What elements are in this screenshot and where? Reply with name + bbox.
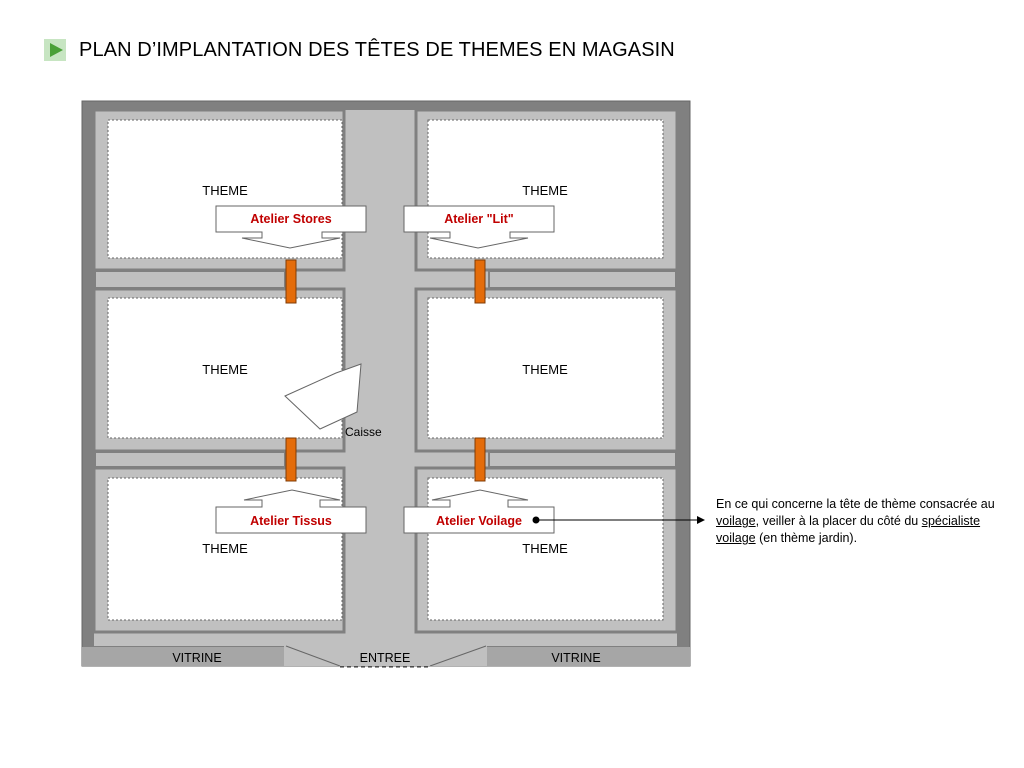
- atelier-voilage-label: Atelier Voilage: [436, 514, 522, 528]
- theme-label: THEME: [522, 183, 568, 198]
- door-marker: [475, 438, 485, 481]
- note-specialiste-term: spécialiste voilage: [716, 514, 981, 545]
- note-text: , veiller à la placer du côté du: [755, 514, 922, 528]
- theme-label: THEME: [202, 362, 248, 377]
- vitrine-right-label: VITRINE: [551, 651, 601, 665]
- vitrine-left-label: VITRINE: [172, 651, 222, 665]
- theme-label: THEME: [522, 362, 568, 377]
- door-marker: [475, 260, 485, 303]
- note-text: (en thème jardin).: [755, 531, 858, 545]
- door-marker: [286, 260, 296, 303]
- atelier-lit-label: Atelier "Lit": [444, 212, 514, 226]
- theme-label: THEME: [202, 183, 248, 198]
- note-text: En ce qui concerne la tête de thème consacrée au: [716, 497, 995, 511]
- theme-label: THEME: [202, 541, 248, 556]
- voilage-note: [716, 496, 1016, 547]
- entrance-label: ENTREE: [359, 651, 411, 665]
- page-title: PLAN D’IMPLANTATION DES TÊTES DE THEMES EN MAGASIN: [79, 38, 675, 61]
- theme-label: THEME: [522, 541, 568, 556]
- atelier-stores-label: Atelier Stores: [250, 212, 332, 226]
- door-marker: [286, 438, 296, 481]
- note-voilage-term: voilage: [716, 514, 756, 528]
- caisse-label: Caisse: [345, 425, 382, 439]
- atelier-tissus-label: Atelier Tissus: [250, 514, 332, 528]
